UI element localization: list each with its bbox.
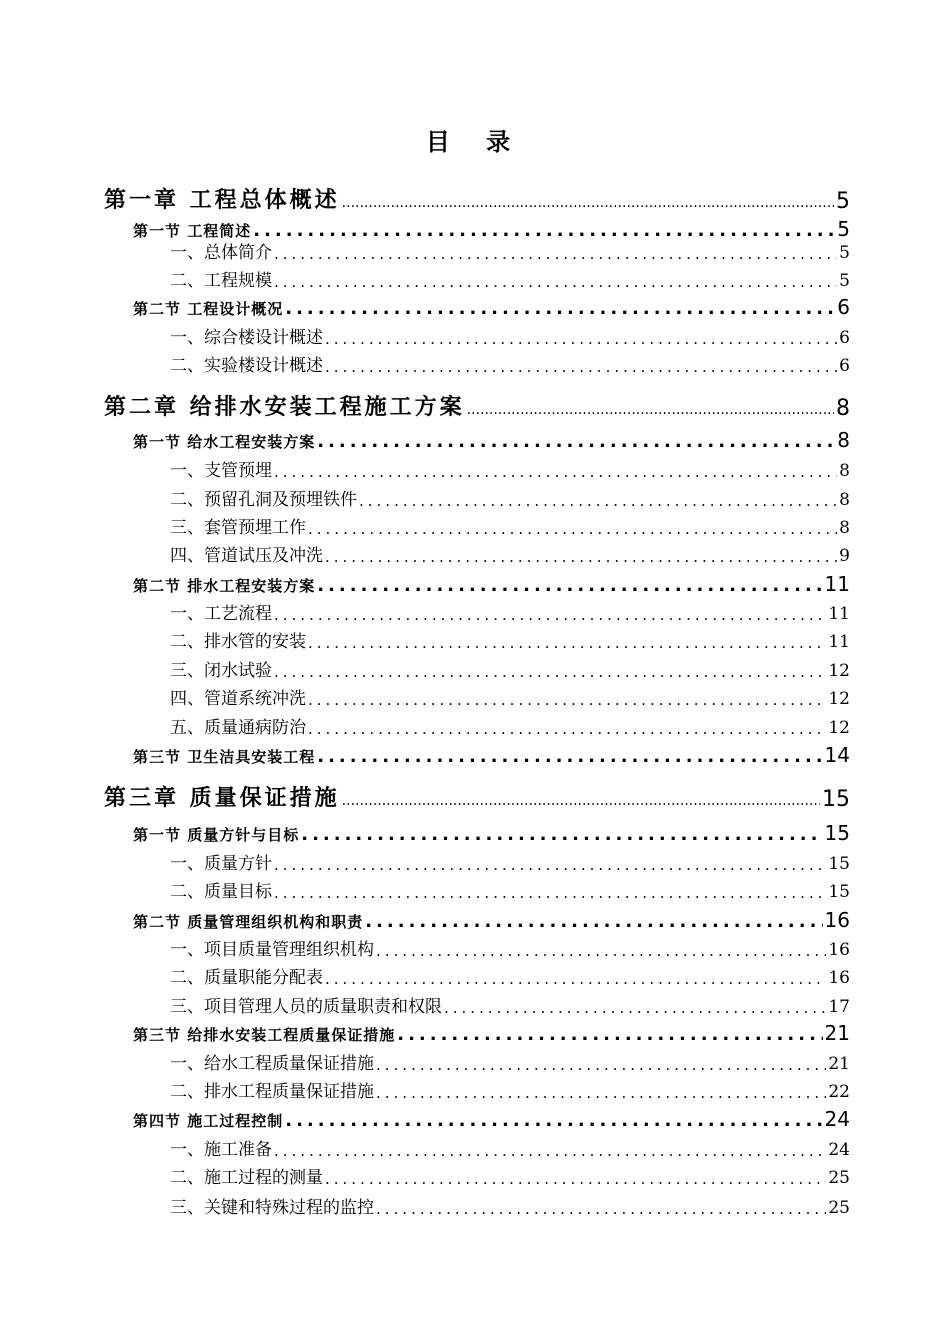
dot-leader (317, 432, 835, 452)
toc-item-entry[interactable] (170, 653, 850, 681)
dot-leader (274, 463, 837, 481)
dot-leader (308, 634, 826, 652)
toc-entry-page-number: 22 (828, 1082, 850, 1102)
toc-entry-label: 第一节 质量方针与目标 (133, 826, 300, 844)
toc-entry-page-number: 14 (824, 743, 850, 767)
toc-entry-label: 第三章 质量保证措施 (104, 786, 340, 811)
toc-entry-label: 第一节 给水工程安装方案 (133, 433, 316, 451)
toc-section-entry[interactable] (133, 1103, 850, 1131)
dot-leader (365, 912, 822, 932)
dot-leader (467, 399, 834, 421)
toc-entry-page-number: 21 (828, 1054, 850, 1074)
dot-leader (342, 790, 820, 812)
toc-entry-page-number: 9 (839, 546, 850, 566)
dot-leader (376, 1084, 826, 1102)
toc-entry-page-number: 16 (824, 908, 850, 932)
toc-entry-label: 四、管道系统冲洗 (170, 689, 306, 709)
toc-entry-label: 四、管道试压及冲洗 (170, 546, 323, 566)
toc-item-entry[interactable] (170, 989, 850, 1017)
toc-section-entry[interactable] (133, 739, 850, 767)
toc-entry-label: 二、排水工程质量保证措施 (170, 1082, 374, 1102)
toc-entry-page-number: 8 (837, 428, 850, 452)
toc-entry-page-number: 15 (828, 882, 850, 902)
toc-section-entry[interactable] (133, 1017, 850, 1045)
toc-entry-page-number: 12 (828, 718, 850, 738)
toc-entry-label: 二、质量职能分配表 (170, 968, 323, 988)
dot-leader (301, 825, 822, 845)
toc-item-entry[interactable] (170, 320, 850, 348)
toc-entry-label: 二、实验楼设计概述 (170, 356, 323, 376)
toc-entry-page-number: 24 (828, 1140, 850, 1160)
toc-item-entry[interactable] (170, 235, 850, 263)
toc-item-entry[interactable] (170, 874, 850, 902)
dot-leader (308, 691, 826, 709)
toc-entry-label: 第三节 给排水安装工程质量保证措施 (133, 1026, 396, 1044)
toc-entry-page-number: 5 (839, 271, 850, 291)
dot-leader (274, 1142, 826, 1160)
toc-entry-label: 一、给水工程质量保证措施 (170, 1054, 374, 1074)
dot-leader (274, 663, 826, 681)
dot-leader (308, 520, 837, 538)
toc-entry-page-number: 8 (836, 396, 850, 421)
toc-entry-page-number: 8 (839, 490, 850, 510)
dot-leader (274, 856, 826, 874)
toc-entry-label: 二、施工过程的测量 (170, 1168, 323, 1188)
toc-entry-label: 三、闭水试验 (170, 661, 272, 681)
toc-entry-label: 第三节 卫生洁具安装工程 (133, 748, 316, 766)
toc-section-entry[interactable] (133, 424, 850, 452)
dot-leader (308, 720, 826, 738)
toc-entry-page-number: 15 (824, 821, 850, 845)
toc-entry-page-number: 6 (837, 295, 850, 319)
dot-leader (376, 1200, 826, 1218)
dot-leader (376, 942, 826, 960)
toc-item-entry[interactable] (170, 1160, 850, 1188)
toc-entry-label: 一、支管预埋 (170, 461, 272, 481)
toc-entry-page-number: 25 (828, 1168, 850, 1188)
dot-leader (317, 747, 822, 767)
toc-item-entry[interactable] (170, 710, 850, 738)
toc-item-entry[interactable] (170, 1190, 850, 1218)
dot-leader (342, 192, 834, 214)
toc-entry-page-number: 5 (839, 243, 850, 263)
dot-leader (325, 330, 837, 348)
toc-entry-label: 二、排水管的安装 (170, 632, 306, 652)
toc-section-entry[interactable] (133, 291, 850, 319)
toc-item-entry[interactable] (170, 1132, 850, 1160)
dot-leader (274, 245, 837, 263)
dot-leader (285, 1111, 822, 1131)
toc-item-entry[interactable] (170, 263, 850, 291)
toc-entry-page-number: 25 (828, 1198, 850, 1218)
toc-chapter-entry[interactable] (104, 178, 850, 214)
toc-entry-page-number: 6 (839, 328, 850, 348)
toc-entry-page-number: 16 (828, 968, 850, 988)
toc-entry-label: 第二节 排水工程安装方案 (133, 577, 316, 595)
toc-entry-page-number: 17 (828, 997, 850, 1017)
dot-leader (444, 999, 826, 1017)
toc-item-entry[interactable] (170, 510, 850, 538)
toc-entry-page-number: 11 (828, 604, 850, 624)
toc-title: 目 录 (425, 128, 525, 156)
toc-entry-page-number: 11 (828, 632, 850, 652)
toc-item-entry[interactable] (170, 453, 850, 481)
toc-entry-label: 一、质量方针 (170, 854, 272, 874)
dot-leader (325, 548, 837, 566)
toc-section-entry[interactable] (133, 568, 850, 596)
toc-item-entry[interactable] (170, 482, 850, 510)
toc-item-entry[interactable] (170, 932, 850, 960)
dot-leader (317, 576, 822, 596)
toc-item-entry[interactable] (170, 681, 850, 709)
toc-entry-label: 第四节 施工过程控制 (133, 1112, 284, 1130)
toc-item-entry[interactable] (170, 624, 850, 652)
toc-entry-page-number: 6 (839, 356, 850, 376)
dot-leader (274, 884, 826, 902)
dot-leader (376, 1056, 826, 1074)
toc-entry-label: 第二节 质量管理组织机构和职责 (133, 913, 364, 931)
toc-entry-label: 一、综合楼设计概述 (170, 328, 323, 348)
dot-leader (325, 358, 837, 376)
toc-entry-page-number: 16 (828, 940, 850, 960)
toc-entry-page-number: 8 (839, 518, 850, 538)
toc-entry-label: 第二章 给排水安装工程施工方案 (104, 395, 465, 420)
dot-leader (397, 1025, 822, 1045)
dot-leader (274, 606, 826, 624)
toc-entry-label: 三、项目管理人员的质量职责和权限 (170, 997, 442, 1017)
toc-entry-label: 一、工艺流程 (170, 604, 272, 624)
toc-entry-label: 二、工程规模 (170, 271, 272, 291)
dot-leader (359, 492, 837, 510)
toc-entry-page-number: 8 (839, 461, 850, 481)
toc-entry-label: 三、关键和特殊过程的监控 (170, 1198, 374, 1218)
toc-entry-page-number: 5 (836, 189, 850, 214)
toc-chapter-entry[interactable] (104, 385, 850, 421)
toc-entry-label: 第一章 工程总体概述 (104, 188, 340, 213)
toc-entry-label: 五、质量通病防治 (170, 718, 306, 738)
toc-section-entry[interactable] (133, 904, 850, 932)
toc-item-entry[interactable] (170, 538, 850, 566)
toc-entry-page-number: 24 (824, 1107, 850, 1131)
toc-entry-page-number: 11 (824, 572, 850, 596)
dot-leader (274, 273, 837, 291)
toc-entry-label: 第二节 工程设计概况 (133, 300, 284, 318)
toc-chapter-entry[interactable] (104, 776, 850, 812)
toc-entry-page-number: 12 (828, 661, 850, 681)
toc-section-entry[interactable] (133, 817, 850, 845)
toc-item-entry[interactable] (170, 846, 850, 874)
toc-entry-label: 一、施工准备 (170, 1140, 272, 1160)
dot-leader (285, 299, 835, 319)
toc-entry-page-number: 12 (828, 689, 850, 709)
toc-entry-label: 一、总体简介 (170, 243, 272, 263)
toc-entry-page-number: 15 (822, 787, 850, 812)
dot-leader (325, 970, 826, 988)
toc-entry-page-number: 21 (824, 1021, 850, 1045)
toc-entry-label: 二、质量目标 (170, 882, 272, 902)
dot-leader (325, 1170, 826, 1188)
toc-entry-page-number: 5 (837, 217, 850, 241)
toc-entry-page-number: 15 (828, 854, 850, 874)
toc-entry-label: 二、预留孔洞及预埋铁件 (170, 490, 357, 510)
toc-entry-label: 第一节 工程简述 (133, 222, 252, 240)
toc-entry-label: 一、项目质量管理组织机构 (170, 940, 374, 960)
toc-item-entry[interactable] (170, 1074, 850, 1102)
toc-item-entry[interactable] (170, 596, 850, 624)
toc-entry-label: 三、套管预埋工作 (170, 518, 306, 538)
toc-item-entry[interactable] (170, 960, 850, 988)
toc-item-entry[interactable] (170, 1046, 850, 1074)
toc-item-entry[interactable] (170, 348, 850, 376)
